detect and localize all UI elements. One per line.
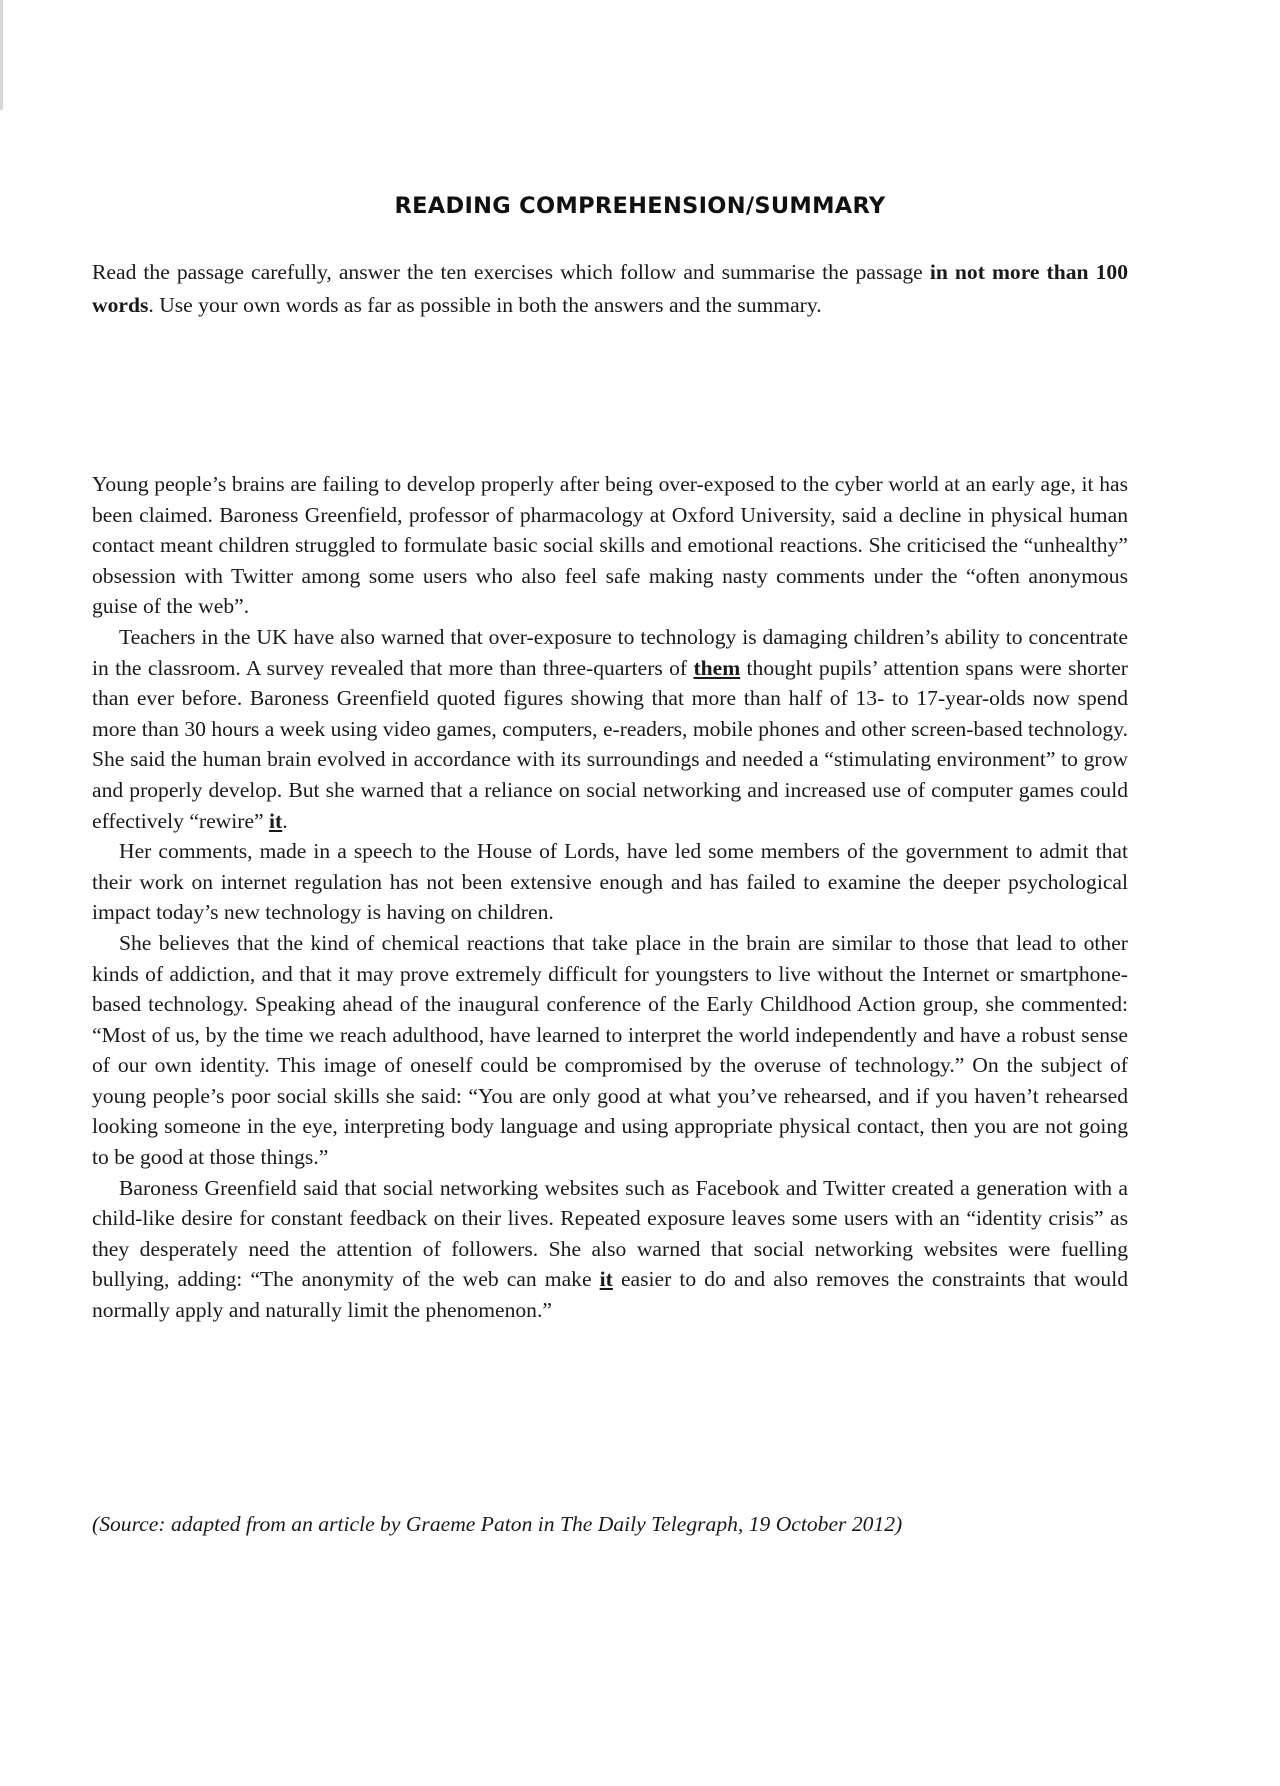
instructions-text-end: . Use your own words as far as possible in both the answers and the summary. — [148, 293, 822, 317]
reference-word-it-2: it — [599, 1267, 613, 1292]
scan-edge-mark — [0, 0, 3, 110]
passage-paragraph-3: Her comments, made in a speech to the House of Lords, have led some members of the government to admit that their work on internet regulation has not been extensive enough and has failed to examine the deeper psychological impact today’s new technology is having on children. — [92, 839, 1128, 925]
reference-word-it-1: it — [269, 808, 283, 833]
passage-p5-text-a: Baroness Greenfield said that social networking websites such as Facebook and Twitter created a generation with a child-like desire for constant feedback on their lives. Repeated exposure leaves some users with an “identity crisis” as they desperately need the attention of followers. She also warned that social networking websites were fuelling bullying, adding: “The anonymity of the web can make — [92, 1175, 1128, 1292]
instructions-word-limit: in not more than 100 words — [92, 260, 1129, 317]
passage-paragraph-2 — [92, 622, 1128, 836]
instructions-paragraph — [92, 256, 1128, 322]
instructions-text-start: Read the passage carefully, answer the ten exercises which follow and summarise the passage — [92, 260, 930, 284]
passage-p2-text-a: Teachers in the UK have also warned that over-exposure to technology is damaging children’s ability to concentrate in the classroom. A survey revealed that more than three-quarters of — [92, 624, 1128, 680]
passage-paragraph-4: She believes that the kind of chemical reactions that take place in the brain are similar to those that lead to other kinds of addiction, and that it may prove extremely difficult for youngsters to live without the Internet or smartphone-based technology. Speaking ahead of the inaugural conference of the Early Childhood Action group, she commented: “Most of us, by the time we reach adulthood, have learned to interpret the world independently and have a robust sense of our own identity. This image of oneself could be compromised by the overuse of technology.” On the subject of young people’s poor social skills she said: “You are only good at what you’ve rehearsed, and if you haven’t rehearsed looking someone in the eye, interpreting body language and using appropriate physical contact, then you are not going to be good at those things.” — [92, 930, 1128, 1170]
passage-p5-text-b: easier to do and also removes the constraints that would normally apply and naturally limit the phenomenon.” — [92, 1267, 1128, 1323]
passage-paragraph-1: Young people’s brains are failing to develop properly after being over-exposed to the cyber world at an early age, it has been claimed. Baroness Greenfield, professor of pharmacology at Oxford University, said a decline in physical human contact meant children struggled to formulate basic social skills and emotional reactions. She criticised the “unhealthy” obsession with Twitter among some users who also feel safe making nasty comments under the “often anonymous guise of the web”. — [92, 472, 1128, 619]
passage-paragraph-5 — [92, 1173, 1128, 1326]
page-title: READING COMPREHENSION/SUMMARY — [394, 193, 886, 219]
reference-word-them: them — [693, 655, 741, 680]
passage-p2-text-b: thought pupils’ attention spans were shorter than ever before. Baroness Greenfield quoted figures showing that more than half of 13- to 17-year-olds now spend more than 30 hours a week using video games, computers, e-readers, mobile phones and other screen-based technology. She said the human brain evolved in accordance with its surroundings and needed a “stimulating environment” to grow and properly develop. But she warned that a reliance on social networking and increased use of computer games could effectively “rewire” — [92, 655, 1128, 833]
source-citation: (Source: adapted from an article by Graeme Paton in The Daily Telegraph, 19 October 2012) — [92, 1512, 903, 1536]
reading-passage — [92, 469, 1128, 1326]
passage-p2-text-c: . — [282, 808, 288, 833]
